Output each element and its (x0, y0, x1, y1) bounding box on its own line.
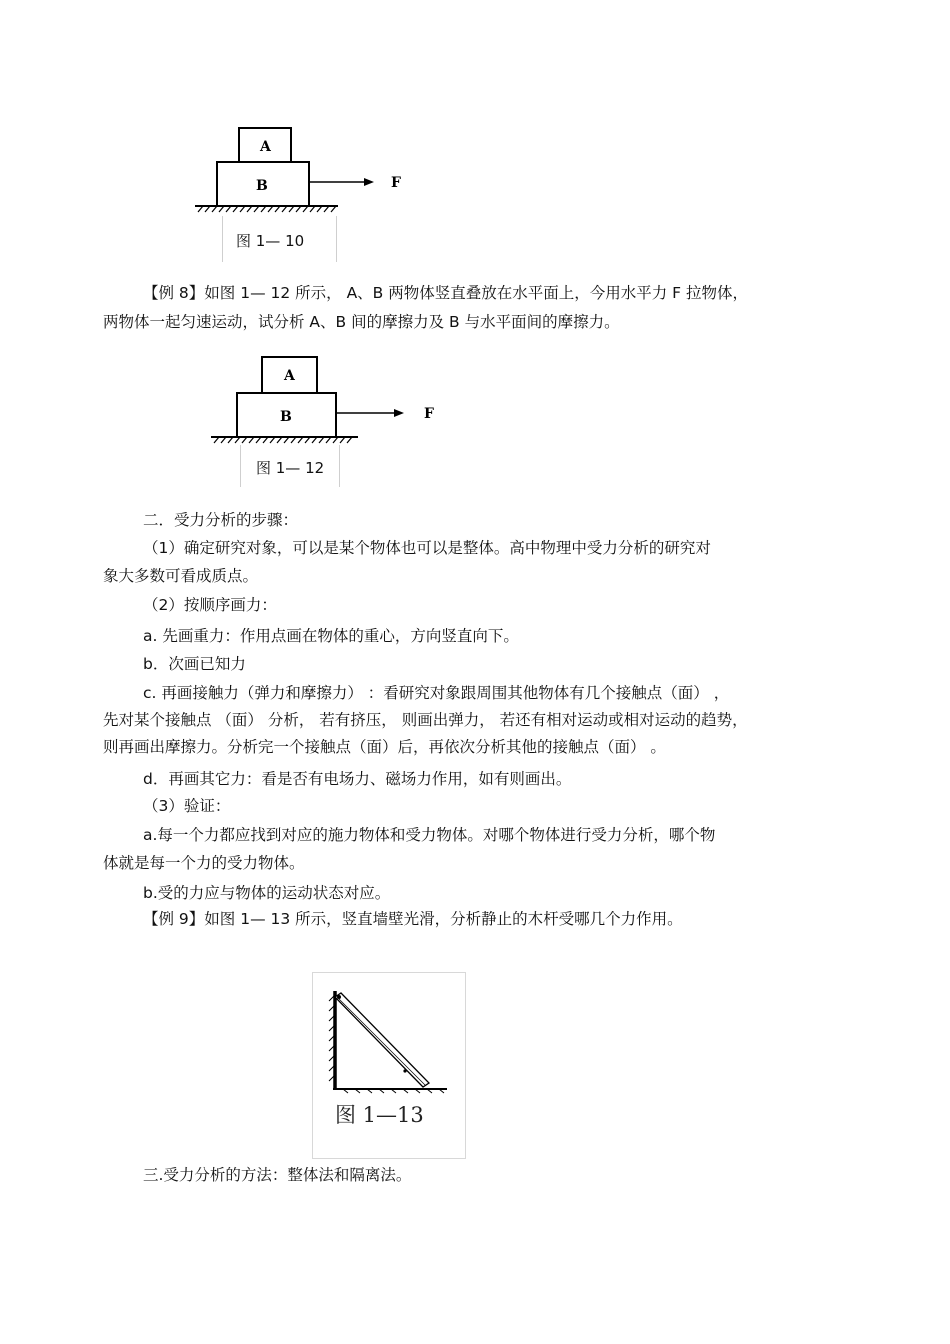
step-3-title: （3）验证： (143, 797, 231, 815)
check-b: b.受的力应与物体的运动状态对应。 (143, 884, 391, 902)
ground (211, 437, 358, 443)
force-arrow (337, 409, 404, 417)
figure-1-13-frame (312, 972, 466, 1159)
section-2-title: 二．受力分析的步骤： (143, 511, 299, 529)
figure-1-12-caption: 图 1— 12 (256, 459, 325, 477)
step-2-title: （2）按顺序画力： (143, 596, 277, 614)
item-b: b．次画已知力 (143, 655, 246, 673)
figure-1-10-diagram (190, 122, 420, 217)
item-a: a. 先画重力：作用点画在物体的重心，方向竖直向下。 (143, 627, 519, 645)
figure-1-12-diagram (208, 353, 443, 448)
ground (195, 206, 338, 212)
section-3-title: 三.受力分析的方法：整体法和隔离法。 (143, 1166, 412, 1184)
label-f: F (391, 175, 401, 191)
item-c-line-3: 则再画出摩擦力。分析完一个接触点（面）后，再依次分析其他的接触点（面） 。 (103, 738, 666, 756)
wall (329, 991, 335, 1089)
floor (333, 1089, 447, 1093)
label-a: A (260, 139, 271, 155)
force-arrow (310, 178, 374, 186)
check-a-line-2: 体就是每一个力的受力物体。 (103, 854, 305, 872)
example-8-line-2: 两物体一起匀速运动，试分析 A、B 间的摩擦力及 B 与水平面间的摩擦力。 (103, 313, 620, 331)
example-8-line-1: 【例 8】如图 1— 12 所示， A、B 两物体竖直叠放在水平面上，今用水平力 F 拉物体， (143, 284, 749, 302)
item-c-line-1: c. 再画接触力（弹力和摩擦力） ：看研究对象跟周围其他物体有几个接触点（面） ， (143, 684, 730, 702)
label-f: F (424, 406, 434, 422)
wooden-rod (335, 993, 429, 1087)
label-a: A (284, 368, 295, 384)
figure-1-13-caption: 图 1—13 (335, 1103, 424, 1127)
figure-1-10-caption: 图 1— 10 (236, 232, 305, 250)
check-a-line-1: a.每一个力都应找到对应的施力物体和受力物体。对哪个物体进行受力分析，哪个物 (143, 826, 716, 844)
label-b: B (280, 409, 292, 425)
item-c-line-2: 先对某个接触点 （面） 分析， 若有挤压， 则画出弹力， 若还有相对运动或相对运动的趋势， (103, 711, 748, 729)
step-1-line-2: 象大多数可看成质点。 (103, 567, 259, 585)
item-d: d．再画其它力：看是否有电场力、磁场力作用，如有则画出。 (143, 770, 572, 788)
example-9-text: 【例 9】如图 1— 13 所示，竖直墙壁光滑，分析静止的木杆受哪几个力作用。 (143, 910, 683, 928)
step-1-line-1: （1）确定研究对象，可以是某个物体也可以是整体。高中物理中受力分析的研究对 (143, 539, 711, 557)
label-b: B (256, 178, 268, 194)
figure-1-13-diagram (313, 973, 465, 1098)
